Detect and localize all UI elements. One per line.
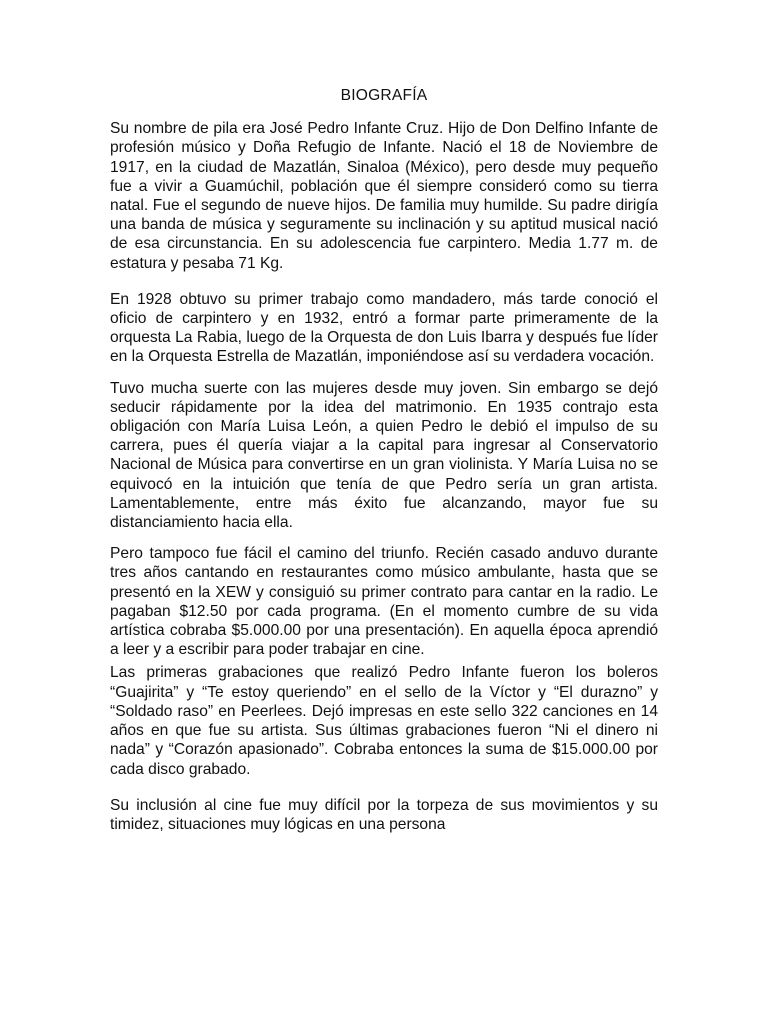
paragraph: Pero tampoco fue fácil el camino del triunfo. Recién casado anduvo durante tres años cantando en restaurantes como músico ambulante, hasta que se presentó en la XEW y consiguió su primer contrato para cantar en la radio. Le pagaban $12.50 por cada programa. (En el momento cumbre de su vida artística cobraba $5.000.00 por una presentación). En aquella época aprendió a leer y a escribir para poder trabajar en cine. xyxy=(110,545,658,659)
paragraph: Su nombre de pila era José Pedro Infante Cruz. Hijo de Don Delfino Infante de profesión músico y Doña Refugio de Infante. Nació el 18 de Noviembre de 1917, en la ciudad de Mazatlán, Sinaloa (México), pero desde muy pequeño fue a vivir a Guamúchil, población que él siempre consideró como su tierra natal. Fue el segundo de nueve hijos. De familia muy humilde. Su padre dirigía una banda de música y seguramente su inclinación y su aptitud musical nació de esa circunstancia. En su adolescencia fue carpintero. Media 1.77 m. de estatura y pesaba 71 Kg. xyxy=(110,120,658,272)
paragraph: Su inclusión al cine fue muy difícil por la torpeza de sus movimientos y su timidez, situaciones muy lógicas en una persona xyxy=(110,796,658,833)
paragraph: En 1928 obtuvo su primer trabajo como mandadero, más tarde conoció el oficio de carpintero y en 1932, entró a formar parte primeramente de la orquesta La Rabia, luego de la Orquesta de don Luis Ibarra y después fue líder en la Orquesta Estrella de Mazatlán, imponiéndose así su verdadera vocación. xyxy=(110,290,658,366)
document-title: BIOGRAFÍA xyxy=(340,87,428,104)
paragraph: Tuvo mucha suerte con las mujeres desde muy joven. Sin embargo se dejó seducir rápidamente por la idea del matrimonio. En 1935 contrajo esta obligación con María Luisa León, a quien Pedro le debió el impulso de su carrera, pues él quería viajar a la capital para ingresar al Conservatorio Nacional de Música para convertirse en un gran violinista. Y María Luisa no se equivocó en la intuición que tenía de que Pedro sería un gran artista. Lamentablemente, entre más éxito fue alcanzando, mayor fue su distanciamiento hacia ella. xyxy=(110,379,658,532)
document-body xyxy=(110,86,658,834)
paragraph: Las primeras grabaciones que realizó Pedro Infante fueron los boleros “Guajirita” y “Te estoy queriendo” en el sello de la Víctor y “El durazno” y “Soldado raso” en Peerlees. Dejó impresas en este sello 322 canciones en 14 años en que fue su artista. Sus últimas grabaciones fueron “Ni el dinero ni nada” y “Corazón apasionado”. Cobraba entonces la suma de $15.000.00 por cada disco grabado. xyxy=(110,664,658,778)
